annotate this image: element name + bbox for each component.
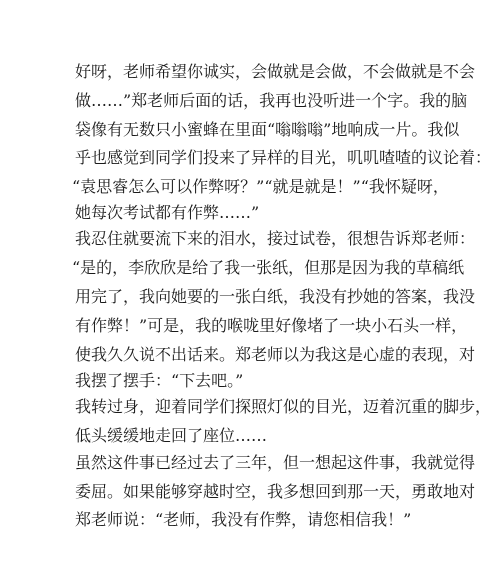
- text-line: 使我久久说不出话来。郑老师以为我这是心虚的表现，对: [75, 345, 476, 364]
- text-line: “是的，李欣欣是给了我一张纸，但那是因为我的草稿纸: [72, 258, 465, 277]
- text-line: 她每次考试都有作弊……”: [75, 203, 260, 222]
- text-line: 低头缓缓地走回了座位……: [75, 426, 268, 445]
- text-line: 做……”郑老师后面的话，我再也没听进一个字。我的脑: [75, 91, 468, 110]
- text-line: 委屈。如果能够穿越时空，我多想回到那一天，勇敢地对: [75, 482, 476, 501]
- text-line: 我忍住就要流下来的泪水，接过试卷，很想告诉郑老师：: [75, 229, 476, 248]
- text-line: 有作弊！”可是，我的喉咙里好像堵了一块小石头一样，: [75, 316, 468, 335]
- text-line: “袁思睿怎么可以作弊呀？”“就是就是！”“我怀疑呀，: [72, 177, 449, 196]
- text-line: 乎也感觉到同学们投来了异样的目光，叽叽喳喳的议论着：: [75, 148, 492, 167]
- text-line: 我转过身，迎着同学们探照灯似的目光，迈着沉重的脚步，: [75, 397, 492, 416]
- text-line: 虽然这件事已经过去了三年，但一想起这件事，我就觉得: [75, 453, 476, 472]
- text-line: 郑老师说：“老师，我没有作弊，请您相信我！”: [75, 510, 412, 529]
- text-line: 我摆了摆手：“下去吧。”: [75, 371, 244, 390]
- text-line: 用完了，我向她要的一张白纸，我没有抄她的答案，我没: [75, 287, 476, 306]
- text-line: 好呀，老师希望你诚实，会做就是会做，不会做就是不会: [75, 62, 476, 81]
- text-line: 袋像有无数只小蜜蜂在里面“嗡嗡嗡”地响成一片。我似: [75, 120, 460, 139]
